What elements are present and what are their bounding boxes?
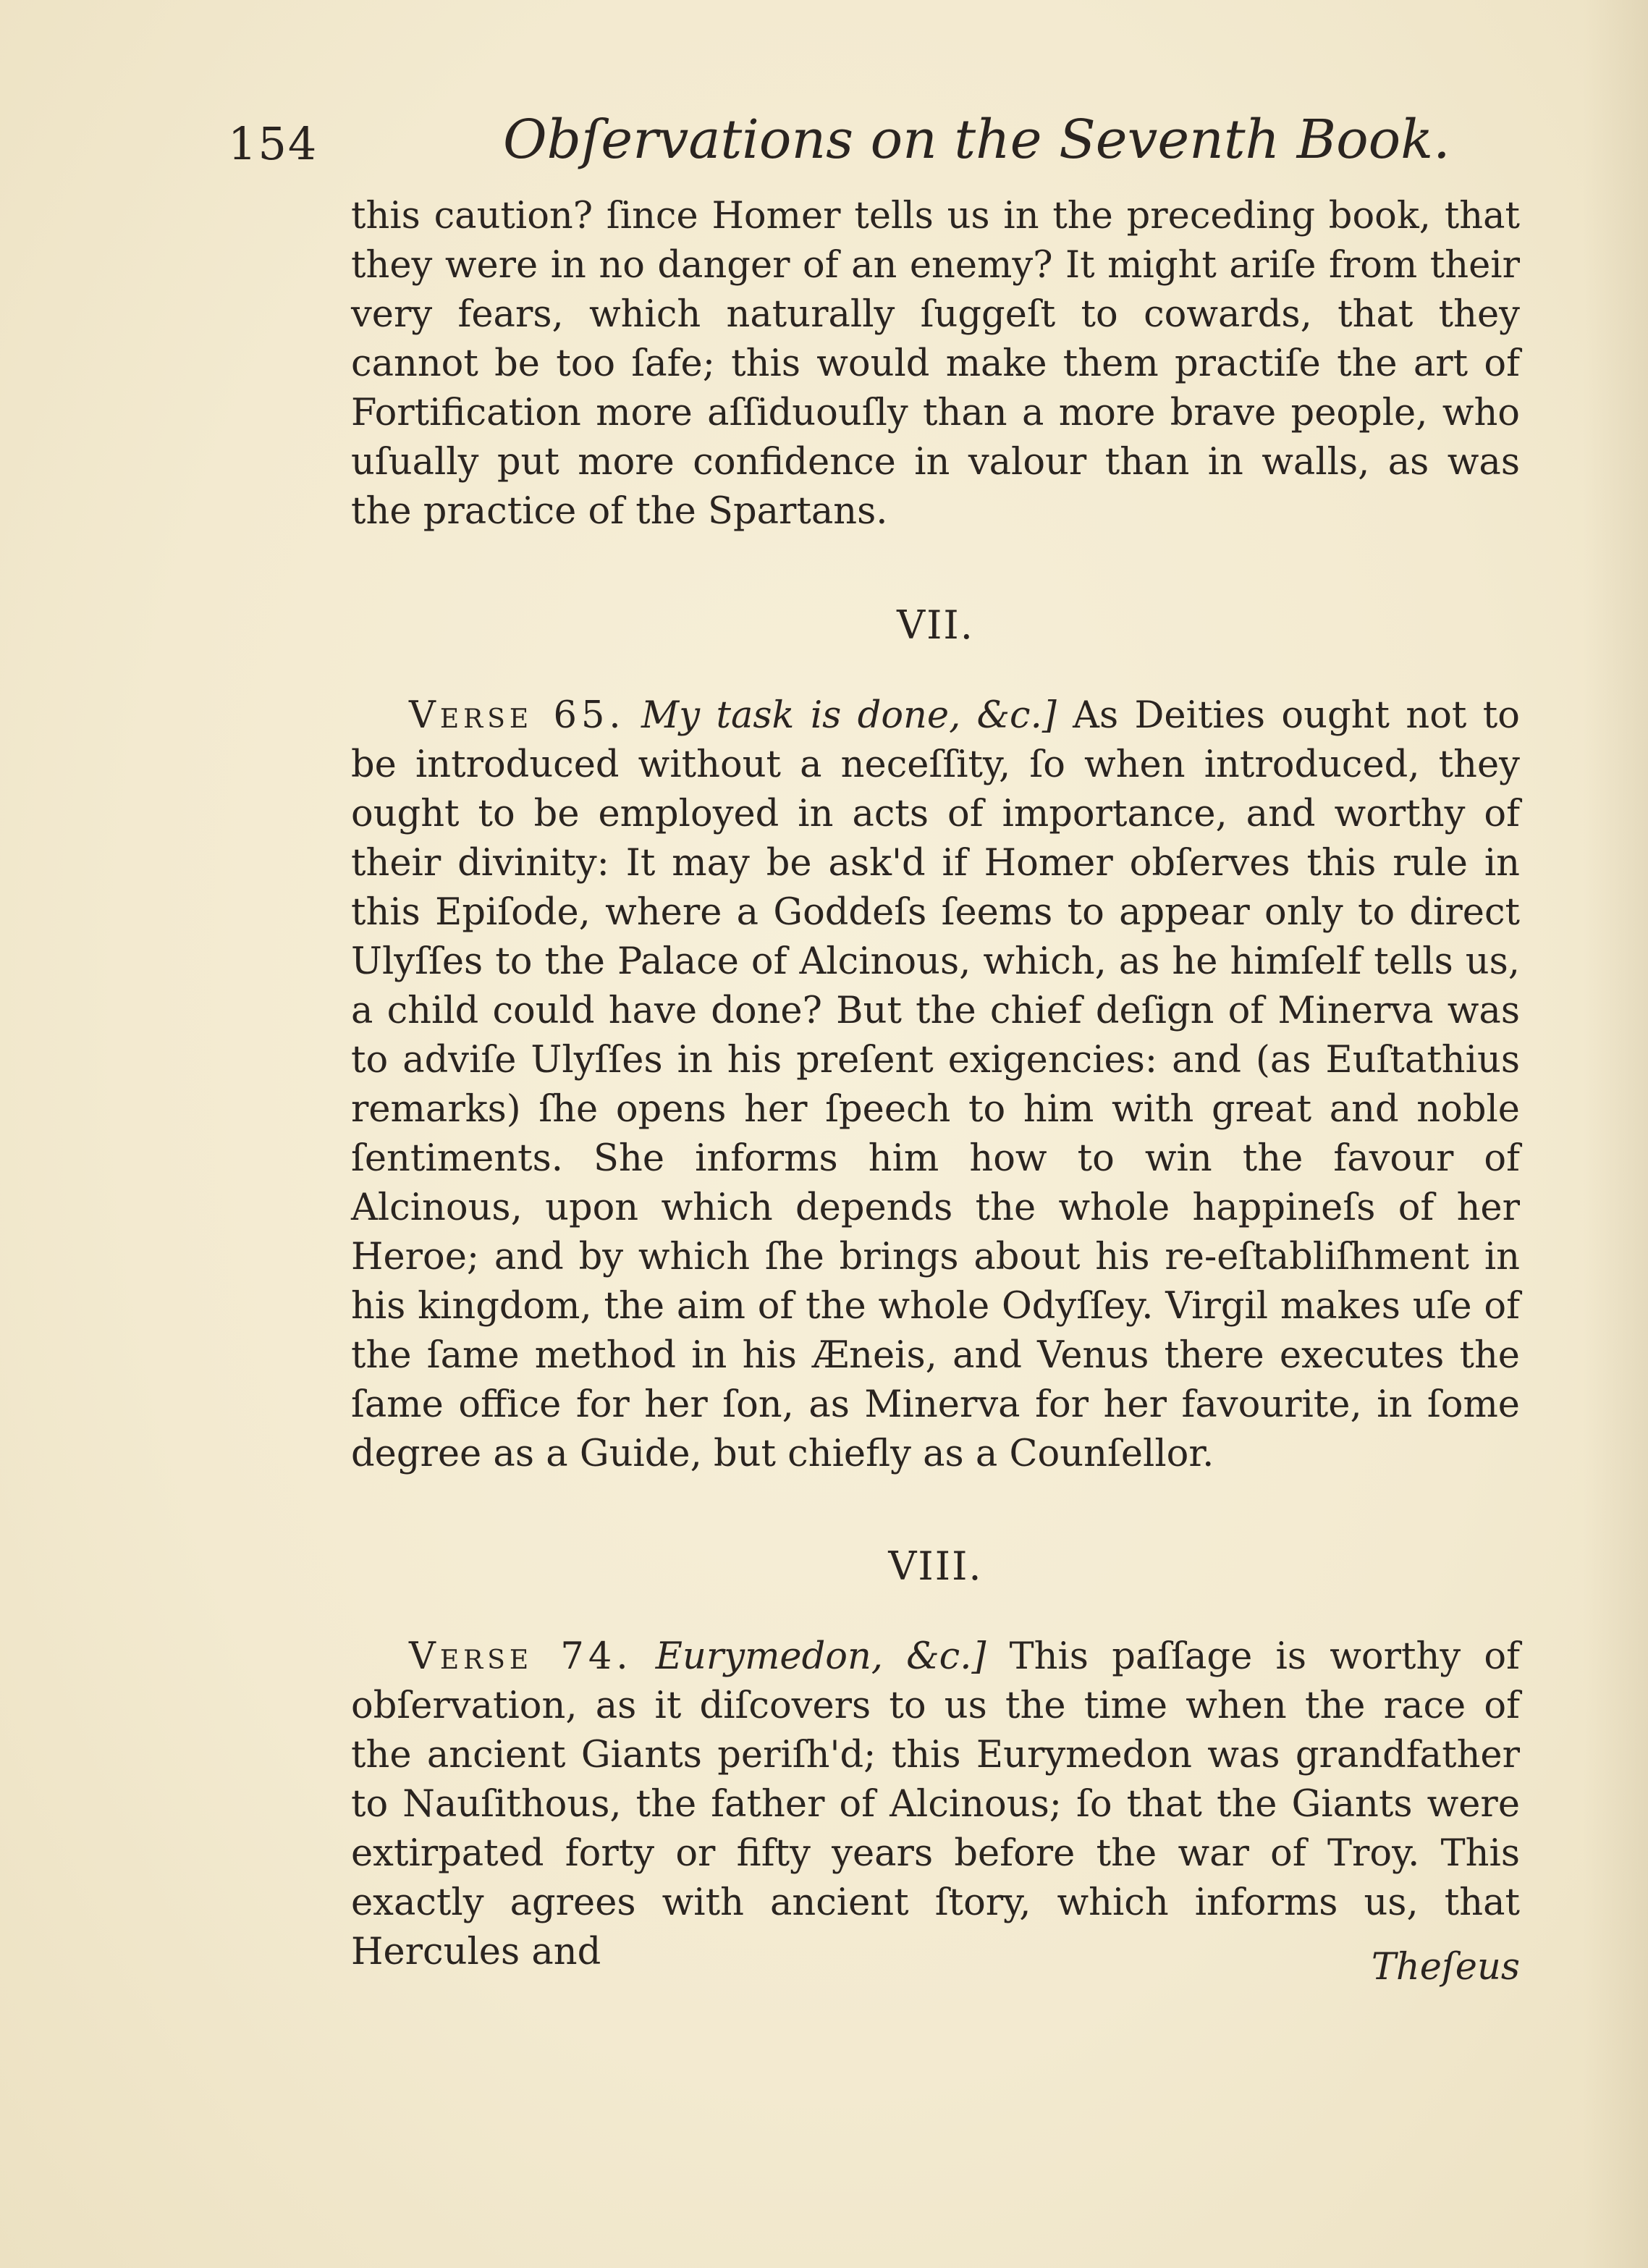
page-number: 154 bbox=[228, 117, 318, 170]
verse-label: Verse 65. bbox=[409, 694, 625, 737]
note-section-viii bbox=[351, 1632, 1520, 1977]
note-text: This paſſage is worthy of obſervation, as it diſcovers to us the time when the race of the ancient Giants periſh'd; this Eurymedon was grandfather to Nauſithous, the father of Alcinous; ſo that the Giants were extirpated forty or fifty years before the war of Troy. This exactly agrees with ancient ſtory, which informs us, that Hercules and bbox=[351, 1635, 1520, 1973]
section-heading-viii: VIII. bbox=[888, 1543, 983, 1589]
page-header bbox=[228, 109, 1531, 188]
verse-reference: Eurymedon, &c.] bbox=[655, 1635, 986, 1678]
verse-label: Verse 74. bbox=[409, 1635, 633, 1678]
gutter-shade bbox=[1583, 0, 1648, 2268]
verse-reference: My task is done, &c.] bbox=[641, 694, 1057, 737]
catchword: Theſeus bbox=[1371, 1946, 1520, 1989]
continued-paragraph bbox=[351, 192, 1520, 536]
paragraph-text: this caution? ſince Homer tells us in the preceding book, that they were in no danger of an enemy? It might ariſe from their very fears, which naturally ſuggeſt to cowards, that they cannot be too ſafe; this would make them practiſe the art of Fortification more aſſiduouſly than a more brave people, who uſually put more confidence in valour than in walls, as was the practice of the Spartans. bbox=[351, 195, 1520, 533]
note-section-vii bbox=[351, 691, 1520, 1479]
running-title: Obſervations on the Seventh Book. bbox=[503, 109, 1450, 171]
note-paragraph bbox=[351, 1632, 1520, 1977]
section-heading-vii: VII. bbox=[897, 602, 974, 648]
note-text: As Deities ought not to be introduced without a neceſſity, ſo when introduced, they ought to be employed in acts of importance, and worthy of their divinity: It may be ask'd if Homer obſerves this rule in this Epiſode, where a Goddeſs ſeems to appear only to direct Ulyſſes to the Palace of Alcinous, which, as he himſelf tells us, a child could have done? But the chief deſign of Minerva was to adviſe Ulyſſes in his preſent exigencies: and (as Euſtathius remarks) ſhe opens her ſpeech to him with great and noble ſentiments. She informs him how to win the favour of Alcinous, upon which depends the whole happineſs of her Heroe; and by which ſhe brings about his re-eſtabliſhment in his kingdom, the aim of the whole Odyſſey. Virgil makes uſe of the ſame method in his Æneis, and Venus there executes the ſame office for her ſon, as Minerva for her favourite, in ſome degree as a Guide, but chiefly as a Counſellor. bbox=[351, 694, 1520, 1475]
note-paragraph bbox=[351, 691, 1520, 1479]
